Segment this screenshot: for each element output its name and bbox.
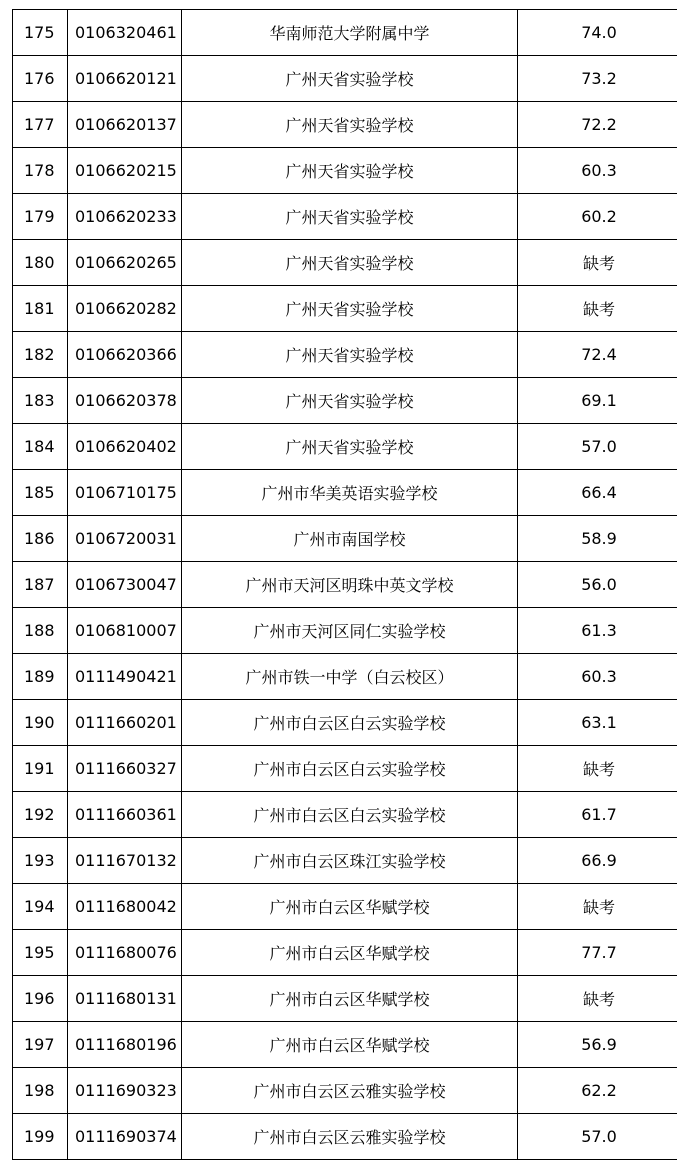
school-name-cell: 广州天省实验学校 bbox=[182, 424, 518, 470]
row-number-cell: 186 bbox=[13, 516, 68, 562]
candidate-id-cell: 0111660327 bbox=[68, 746, 182, 792]
row-number-cell: 189 bbox=[13, 654, 68, 700]
candidate-id-cell: 0106710175 bbox=[68, 470, 182, 516]
score-cell: 63.1 bbox=[518, 700, 677, 746]
candidate-id-cell: 0106620233 bbox=[68, 194, 182, 240]
school-name-cell: 广州市白云区华赋学校 bbox=[182, 930, 518, 976]
table-row bbox=[13, 700, 677, 746]
school-name-cell: 广州市天河区同仁实验学校 bbox=[182, 608, 518, 654]
row-number-cell: 190 bbox=[13, 700, 68, 746]
candidate-id-cell: 0106620215 bbox=[68, 148, 182, 194]
table-row bbox=[13, 240, 677, 286]
score-cell: 缺考 bbox=[518, 286, 677, 332]
school-name-cell: 广州天省实验学校 bbox=[182, 102, 518, 148]
row-number-cell: 181 bbox=[13, 286, 68, 332]
table-row bbox=[13, 792, 677, 838]
table-row bbox=[13, 654, 677, 700]
candidate-id-cell: 0106320461 bbox=[68, 10, 182, 56]
school-name-cell: 广州天省实验学校 bbox=[182, 332, 518, 378]
table-row bbox=[13, 424, 677, 470]
school-name-cell: 广州市白云区白云实验学校 bbox=[182, 792, 518, 838]
table-row bbox=[13, 562, 677, 608]
row-number-cell: 197 bbox=[13, 1022, 68, 1068]
table-row bbox=[13, 1022, 677, 1068]
school-name-cell: 广州市白云区白云实验学校 bbox=[182, 746, 518, 792]
row-number-cell: 188 bbox=[13, 608, 68, 654]
candidate-id-cell: 0106620265 bbox=[68, 240, 182, 286]
table-row bbox=[13, 10, 677, 56]
row-number-cell: 180 bbox=[13, 240, 68, 286]
row-number-cell: 178 bbox=[13, 148, 68, 194]
school-name-cell: 广州市天河区明珠中英文学校 bbox=[182, 562, 518, 608]
candidate-id-cell: 0111490421 bbox=[68, 654, 182, 700]
table-row bbox=[13, 884, 677, 930]
row-number-cell: 176 bbox=[13, 56, 68, 102]
score-cell: 60.3 bbox=[518, 148, 677, 194]
row-number-cell: 194 bbox=[13, 884, 68, 930]
row-number-cell: 175 bbox=[13, 10, 68, 56]
candidate-id-cell: 0111680076 bbox=[68, 930, 182, 976]
school-name-cell: 广州天省实验学校 bbox=[182, 286, 518, 332]
row-number-cell: 183 bbox=[13, 378, 68, 424]
candidate-id-cell: 0106730047 bbox=[68, 562, 182, 608]
candidate-id-cell: 0106620402 bbox=[68, 424, 182, 470]
candidate-id-cell: 0106720031 bbox=[68, 516, 182, 562]
candidate-id-cell: 0111690323 bbox=[68, 1068, 182, 1114]
row-number-cell: 177 bbox=[13, 102, 68, 148]
row-number-cell: 179 bbox=[13, 194, 68, 240]
school-name-cell: 广州天省实验学校 bbox=[182, 194, 518, 240]
school-name-cell: 广州天省实验学校 bbox=[182, 378, 518, 424]
table-row bbox=[13, 516, 677, 562]
candidate-id-cell: 0111670132 bbox=[68, 838, 182, 884]
score-cell: 60.2 bbox=[518, 194, 677, 240]
table-row bbox=[13, 470, 677, 516]
score-cell: 74.0 bbox=[518, 10, 677, 56]
score-cell: 73.2 bbox=[518, 56, 677, 102]
row-number-cell: 198 bbox=[13, 1068, 68, 1114]
table-row bbox=[13, 286, 677, 332]
school-name-cell: 广州市华美英语实验学校 bbox=[182, 470, 518, 516]
table-row bbox=[13, 332, 677, 378]
table-row bbox=[13, 608, 677, 654]
school-name-cell: 广州市白云区云雅实验学校 bbox=[182, 1068, 518, 1114]
row-number-cell: 185 bbox=[13, 470, 68, 516]
school-name-cell: 广州天省实验学校 bbox=[182, 240, 518, 286]
table-row bbox=[13, 1068, 677, 1114]
table-row bbox=[13, 930, 677, 976]
row-number-cell: 182 bbox=[13, 332, 68, 378]
table-row bbox=[13, 102, 677, 148]
score-cell: 缺考 bbox=[518, 240, 677, 286]
score-cell: 56.0 bbox=[518, 562, 677, 608]
score-cell: 56.9 bbox=[518, 1022, 677, 1068]
candidate-id-cell: 0106620137 bbox=[68, 102, 182, 148]
row-number-cell: 195 bbox=[13, 930, 68, 976]
table-body bbox=[13, 10, 677, 1160]
candidate-id-cell: 0111680196 bbox=[68, 1022, 182, 1068]
school-name-cell: 广州市白云区白云实验学校 bbox=[182, 700, 518, 746]
school-name-cell: 广州市白云区云雅实验学校 bbox=[182, 1114, 518, 1160]
school-name-cell: 广州市白云区华赋学校 bbox=[182, 884, 518, 930]
score-cell: 缺考 bbox=[518, 746, 677, 792]
row-number-cell: 196 bbox=[13, 976, 68, 1022]
row-number-cell: 187 bbox=[13, 562, 68, 608]
candidate-id-cell: 0106620121 bbox=[68, 56, 182, 102]
table-row bbox=[13, 148, 677, 194]
scores-table bbox=[12, 9, 677, 1160]
school-name-cell: 广州市白云区华赋学校 bbox=[182, 1022, 518, 1068]
candidate-id-cell: 0111680131 bbox=[68, 976, 182, 1022]
school-name-cell: 广州市白云区珠江实验学校 bbox=[182, 838, 518, 884]
candidate-id-cell: 0111690374 bbox=[68, 1114, 182, 1160]
candidate-id-cell: 0106620366 bbox=[68, 332, 182, 378]
score-cell: 58.9 bbox=[518, 516, 677, 562]
row-number-cell: 199 bbox=[13, 1114, 68, 1160]
school-name-cell: 广州天省实验学校 bbox=[182, 148, 518, 194]
row-number-cell: 192 bbox=[13, 792, 68, 838]
row-number-cell: 184 bbox=[13, 424, 68, 470]
school-name-cell: 广州市白云区华赋学校 bbox=[182, 976, 518, 1022]
score-cell: 62.2 bbox=[518, 1068, 677, 1114]
candidate-id-cell: 0106620282 bbox=[68, 286, 182, 332]
table-row bbox=[13, 746, 677, 792]
table-row bbox=[13, 976, 677, 1022]
row-number-cell: 191 bbox=[13, 746, 68, 792]
table-row bbox=[13, 378, 677, 424]
score-cell: 61.7 bbox=[518, 792, 677, 838]
score-cell: 60.3 bbox=[518, 654, 677, 700]
score-cell: 缺考 bbox=[518, 976, 677, 1022]
school-name-cell: 广州天省实验学校 bbox=[182, 56, 518, 102]
school-name-cell: 广州市铁一中学（白云校区） bbox=[182, 654, 518, 700]
score-cell: 57.0 bbox=[518, 1114, 677, 1160]
school-name-cell: 广州市南国学校 bbox=[182, 516, 518, 562]
score-cell: 66.9 bbox=[518, 838, 677, 884]
candidate-id-cell: 0111660201 bbox=[68, 700, 182, 746]
candidate-id-cell: 0106620378 bbox=[68, 378, 182, 424]
score-cell: 72.4 bbox=[518, 332, 677, 378]
table-row bbox=[13, 1114, 677, 1160]
candidate-id-cell: 0111680042 bbox=[68, 884, 182, 930]
candidate-id-cell: 0111660361 bbox=[68, 792, 182, 838]
score-cell: 77.7 bbox=[518, 930, 677, 976]
score-cell: 缺考 bbox=[518, 884, 677, 930]
score-cell: 66.4 bbox=[518, 470, 677, 516]
table-row bbox=[13, 194, 677, 240]
score-cell: 57.0 bbox=[518, 424, 677, 470]
table-row bbox=[13, 838, 677, 884]
candidate-id-cell: 0106810007 bbox=[68, 608, 182, 654]
row-number-cell: 193 bbox=[13, 838, 68, 884]
school-name-cell: 华南师范大学附属中学 bbox=[182, 10, 518, 56]
score-cell: 72.2 bbox=[518, 102, 677, 148]
score-cell: 69.1 bbox=[518, 378, 677, 424]
table-row bbox=[13, 56, 677, 102]
score-cell: 61.3 bbox=[518, 608, 677, 654]
